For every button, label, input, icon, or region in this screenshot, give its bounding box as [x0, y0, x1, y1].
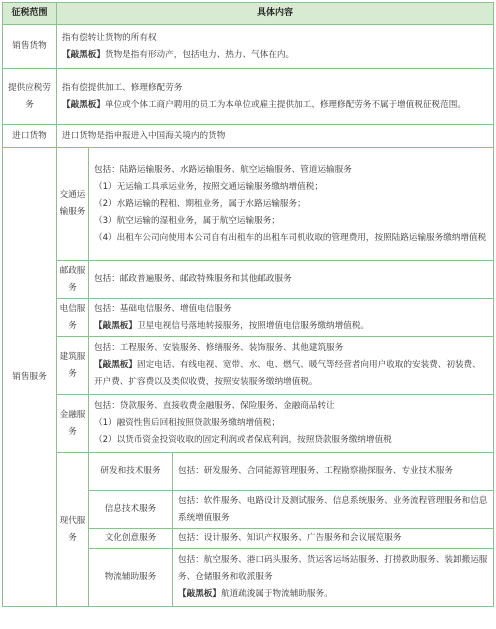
- finance-line3: （2）以货币资金投资收取的固定利润或者保底利润，按照贷款服务缴纳增值税: [94, 435, 392, 445]
- content-culture: 包括：设计服务、知识产权服务、广告服务和会议展览服务: [173, 529, 494, 549]
- goods-line1: 指有偿转让货物的所有权: [62, 32, 157, 43]
- label-labor: 提供应税劳务: [3, 69, 57, 125]
- label-finance: 金融服务: [57, 395, 89, 453]
- header-row: [3, 3, 494, 25]
- logistics-line2: 【敲黑板】航道疏浚属于物流辅助服务。: [178, 589, 333, 599]
- label-construction: 建筑服务: [57, 337, 89, 395]
- transport-line2: （1）无运输工具承运业务，按照交通运输服务缴纳增值税；: [94, 181, 323, 192]
- transport-line5: （4）出租车公司向使用本公司自有出租车的出租车司机收取的管理费用，按照陆路运输服务缴纳增值税: [94, 232, 487, 243]
- label-goods: 销售货物: [3, 25, 57, 69]
- label-it: 信息技术服务: [89, 491, 173, 529]
- row-finance: [3, 395, 494, 453]
- labor-line1: 指有偿提供加工、修理修配劳务: [62, 82, 183, 93]
- row-transport: [3, 148, 494, 261]
- header-content: 具体内容: [57, 3, 494, 25]
- label-logistics: 物流辅助服务: [89, 549, 173, 607]
- content-telecom: [89, 299, 494, 337]
- construction-line1: 包括：工程服务、安装服务、修缮服务、装饰服务、其他建筑服务: [94, 343, 344, 353]
- content-labor: [57, 69, 494, 125]
- content-finance: [89, 395, 494, 453]
- content-rd: 包括：研发服务、合同能源管理服务、工程勘察勘探服务、专业技术服务: [173, 453, 494, 491]
- note-tag: 【敲黑板】: [94, 360, 137, 370]
- construction-line2: 【敲黑板】固定电话、有线电视、宽带、水、电、燃气、暖气等经营者向用户收取的安装费、初装费、开户费、扩容费以及类似收费，按照安装服务缴纳增值税。: [94, 360, 481, 387]
- row-labor: [3, 69, 494, 125]
- row-postal: [3, 261, 494, 299]
- note-tag: 【敲黑板】: [62, 99, 105, 110]
- content-construction: [89, 337, 494, 395]
- transport-line1: 包括：陆路运输服务、水路运输服务、航空运输服务、管道运输服务: [94, 164, 352, 175]
- note-tag: 【敲黑板】: [62, 49, 105, 60]
- finance-line1: 包括：贷款服务、直接收费金融服务、保险服务、金融商品转让: [94, 401, 335, 411]
- content-transport: [89, 148, 494, 261]
- label-modern: 现代服务: [57, 453, 89, 607]
- row-telecom: [3, 299, 494, 337]
- content-postal: 包括：邮政普遍服务、邮政特殊服务和其他邮政服务: [89, 261, 494, 299]
- telecom-line1: 包括：基础电信服务、增值电信服务: [94, 303, 232, 314]
- label-transport: 交通运输服务: [57, 148, 89, 261]
- label-postal: 邮政服务: [57, 261, 89, 299]
- goods-line2: 【敲黑板】货物是指有形动产，包括电力、热力、气体在内。: [62, 49, 295, 60]
- telecom-line2: 【敲黑板】卫星电视信号落地转接服务，按照增值电信服务缴纳增值税。: [94, 320, 370, 331]
- label-import: 进口货物: [3, 125, 57, 148]
- transport-line3: （2）水路运输的程租、期租业务，属于水路运输服务；: [94, 198, 306, 209]
- note-tag: 【敲黑板】: [94, 320, 137, 331]
- logistics-line1: 包括：航空服务、港口码头服务、货运客运场站服务、打捞救助服务、装卸搬运服务、仓储服务和收派服务: [178, 555, 488, 582]
- tax-scope-table: [2, 2, 494, 607]
- label-telecom: 电信服务: [57, 299, 89, 337]
- labor-line2: 【敲黑板】单位或个体工商户聘用的员工为本单位或雇主提供加工、修理修配劳务不属于增值税征税范围。: [62, 99, 466, 110]
- content-goods: [57, 25, 494, 69]
- content-import: 进口货物是指申报进入中国海关境内的货物: [57, 125, 494, 148]
- header-scope: 征税范围: [3, 3, 57, 25]
- row-modern-rd: [3, 453, 494, 491]
- row-construction: [3, 337, 494, 395]
- row-import: [3, 125, 494, 148]
- finance-line2: （1）融资性售后回租按照贷款服务缴纳增值税；: [94, 418, 280, 428]
- row-goods: [3, 25, 494, 69]
- content-it: 包括：软件服务、电路设计及测试服务、信息系统服务、业务流程管理服务和信息系统增值服务: [173, 491, 494, 529]
- note-tag: 【敲黑板】: [178, 589, 221, 599]
- label-services: 销售服务: [3, 148, 57, 607]
- transport-line4: （3）航空运输的湿租业务，属于航空运输服务；: [94, 215, 280, 226]
- label-culture: 文化创意服务: [89, 529, 173, 549]
- content-logistics: [173, 549, 494, 607]
- label-rd: 研发和技术服务: [89, 453, 173, 491]
